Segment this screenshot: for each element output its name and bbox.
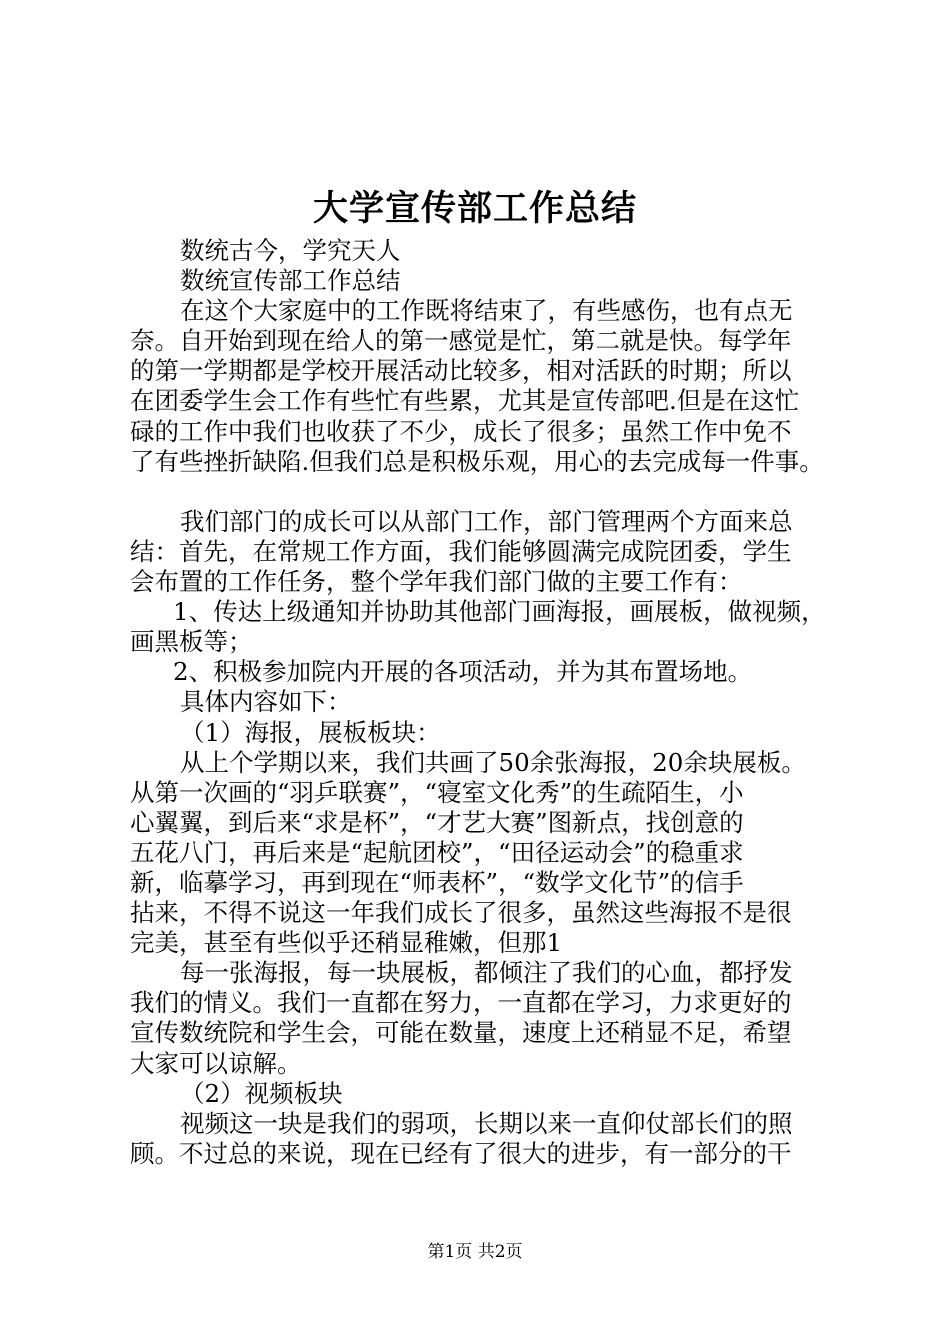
text-line: 画黑板等； xyxy=(130,627,253,657)
text-line: 的第一学期都是学校开展活动比较多，相对活跃的时期；所以 xyxy=(130,356,792,386)
text-line: 顾。不过总的来说，现在已经有了很大的进步，有一部分的干 xyxy=(130,1138,792,1168)
blank-line xyxy=(130,477,830,507)
text-line: 我们部门的成长可以从部门工作，部门管理两个方面来总 xyxy=(180,506,793,536)
text-line: 视频这一块是我们的弱项，长期以来一直仰仗部长们的照 xyxy=(180,1108,793,1138)
text-line: 拈来，不得不说这一年我们成长了很多，虽然这些海报不是很 xyxy=(130,898,792,928)
text-line: 完美，甚至有些似乎还稍显稚嫩，但那1 xyxy=(130,928,563,958)
text-line: 从第一次画的“羽乒联赛”，“寝室文化秀”的生疏陌生，小 xyxy=(130,777,744,807)
page-footer: 第1页 共2页 xyxy=(427,1242,523,1262)
text-line: 1、传达上级通知并协助其他部门画海报，画展板，做视频， xyxy=(173,597,826,627)
text-line: 奈。自开始到现在给人的第一感觉是忙，第二就是快。每学年 xyxy=(130,326,792,356)
text-line: 具体内容如下： xyxy=(180,687,352,717)
text-line: 数统宣传部工作总结 xyxy=(180,266,401,296)
text-line: 我们的情义。我们一直都在努力，一直都在学习，力求更好的 xyxy=(130,988,792,1018)
text-line: 会布置的工作任务，整个学年我们部门做的主要工作有： xyxy=(130,567,743,597)
text-line: 新，临摹学习，再到现在“师表杯”，“数学文化节”的信手 xyxy=(130,867,744,897)
text-line: 每一张海报，每一块展板，都倾注了我们的心血，都抒发 xyxy=(180,958,793,988)
text-line: 在团委学生会工作有些忙有些累，尤其是宣传部吧.但是在这忙 xyxy=(130,386,800,416)
text-line: 在这个大家庭中的工作既将结束了，有些感伤，也有点无 xyxy=(180,296,793,326)
text-line: 碌的工作中我们也收获了不少，成长了很多；虽然工作中免不 xyxy=(130,416,792,446)
text-line: 从上个学期以来，我们共画了50余张海报，20余块展板。 xyxy=(180,747,806,777)
text-line: 心翼翼，到后来“求是杯”，“才艺大赛”图新点，找创意的 xyxy=(130,807,744,837)
text-line: 数统古今，学究天人 xyxy=(180,236,401,265)
document-body xyxy=(130,236,830,1169)
text-line: （1）海报，展板板块： xyxy=(180,717,441,747)
document-title: 大学宣传部工作总结 xyxy=(312,188,637,229)
text-line: 了有些挫折缺陷.但我们总是积极乐观，用心的去完成每一件事。 xyxy=(130,446,824,476)
text-line: （2）视频板块 xyxy=(180,1078,343,1108)
text-line: 结：首先，在常规工作方面，我们能够圆满完成院团委，学生 xyxy=(130,536,792,566)
text-line: 五花八门，再后来是“起航团校”，“田径运动会”的稳重求 xyxy=(130,837,744,867)
text-line: 2、积极参加院内开展的各项活动，并为其布置场地。 xyxy=(173,657,753,687)
text-line: 大家可以谅解。 xyxy=(130,1048,302,1078)
text-line: 宣传数统院和学生会，可能在数量，速度上还稍显不足，希望 xyxy=(130,1018,792,1048)
